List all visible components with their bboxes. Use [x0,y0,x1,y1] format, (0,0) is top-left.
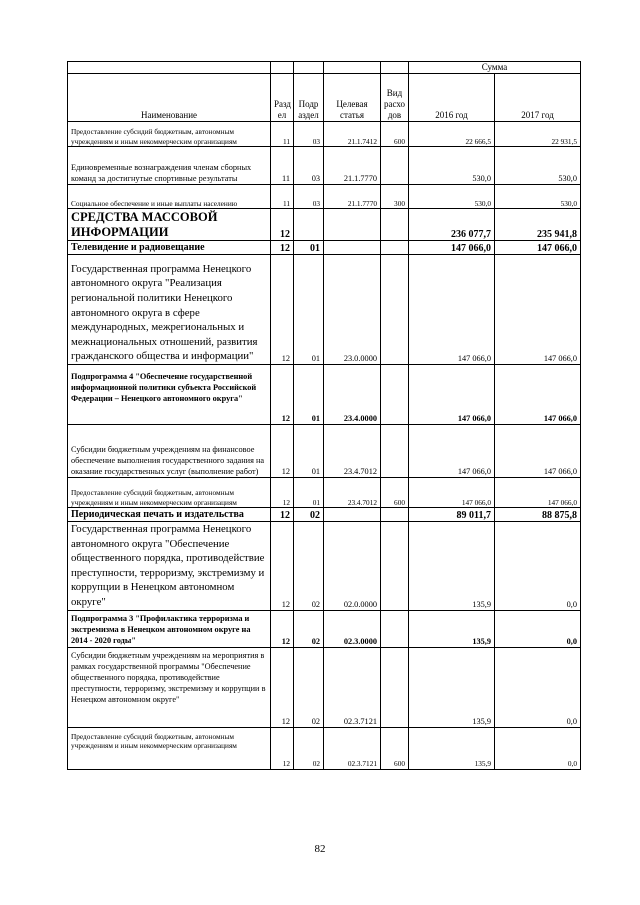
row-vid [381,610,409,647]
row-razdel: 12 [271,508,294,522]
row-2016: 147 066,0 [409,365,495,425]
row-name: Периодическая печать и издательства [68,508,271,522]
row-name: Предоставление субсидий бюджетным, автономным учреждениям и иным некоммерческим организациям [68,122,271,147]
row-vid [381,241,409,255]
row-podrazdel: 02 [294,610,324,647]
row-target: 23.0.0000 [324,255,381,365]
row-2016: 147 066,0 [409,255,495,365]
row-target: 02.0.0000 [324,522,381,611]
budget-table [67,61,581,770]
row-vid [381,522,409,611]
page-number: 82 [314,843,326,855]
row-name: СРЕДСТВА МАССОВОЙ ИНФОРМАЦИИ [68,209,271,241]
row-target: 21.1.7770 [324,185,381,209]
row-2016: 135,9 [409,727,495,769]
row-2016: 135,9 [409,522,495,611]
row-podrazdel: 02 [294,727,324,769]
row-target: 02.3.7121 [324,727,381,769]
row-target: 21.1.7770 [324,147,381,185]
row-2016: 135,9 [409,610,495,647]
row-name: Субсидии бюджетным учреждениям на финансовое обеспечение выполнения государственного задания на оказание государственных услуг (выполнение работ) [68,425,271,478]
row-vid [381,425,409,478]
row-vid [381,147,409,185]
row-target [324,209,381,241]
header-vid: Вид расхо дов [381,74,409,122]
row-vid [381,255,409,365]
header-2017: 2017 год [495,74,581,122]
table-row [68,255,581,365]
row-target: 23.4.7012 [324,425,381,478]
row-razdel: 11 [271,122,294,147]
row-razdel: 12 [271,647,294,727]
header-2016: 2016 год [409,74,495,122]
row-razdel: 12 [271,425,294,478]
header-row [68,74,581,122]
header-cell-empty [68,62,271,74]
table-row [68,610,581,647]
row-podrazdel: 02 [294,522,324,611]
table-row [68,478,581,508]
row-target: 23.4.7012 [324,478,381,508]
header-name: Наименование [68,74,271,122]
row-name: Социальное обеспечение и иные выплаты населению [68,185,271,209]
row-razdel: 12 [271,255,294,365]
row-vid [381,647,409,727]
row-podrazdel: 02 [294,508,324,522]
row-razdel: 12 [271,478,294,508]
table-row-subsection [68,508,581,522]
table-row-subsection [68,241,581,255]
row-target: 21.1.7412 [324,122,381,147]
row-target: 02.3.0000 [324,610,381,647]
row-podrazdel: 01 [294,478,324,508]
header-cell-empty [324,62,381,74]
table-row-section [68,209,581,241]
row-podrazdel: 01 [294,255,324,365]
row-name: Подпрограмма 3 "Профилактика терроризма и экстремизма в Ненецком автономном округе на 2014 - 2020 годы" [68,610,271,647]
row-podrazdel: 02 [294,647,324,727]
row-name: Предоставление субсидий бюджетным, автономным учреждениям и иным некоммерческим организациям [68,727,271,769]
row-razdel: 12 [271,610,294,647]
row-name: Предоставление субсидий бюджетным, автономным учреждениям и иным некоммерческим организациям [68,478,271,508]
row-razdel: 12 [271,365,294,425]
row-target [324,241,381,255]
row-target: 23.4.0000 [324,365,381,425]
row-target: 02.3.7121 [324,647,381,727]
row-vid [381,365,409,425]
row-name: Подпрограмма 4 "Обеспечение государственной информационной политики субъекта Российской Федерации – Ненецкого автономного округа" [68,365,271,425]
row-target [324,508,381,522]
row-razdel: 12 [271,209,294,241]
row-name: Государственная программа Ненецкого автономного округа "Обеспечение общественного порядка, противодействие преступности, терроризму, экстремизму и коррупции в Ненецком автономном округе" [68,522,271,611]
row-razdel: 12 [271,727,294,769]
row-podrazdel: 01 [294,365,324,425]
row-2017: 0,0 [495,727,581,769]
row-vid: 600 [381,122,409,147]
row-2017: 147 066,0 [495,365,581,425]
row-2016: 89 011,7 [409,508,495,522]
row-name: Единовременные вознаграждения членам сборных команд за достигнутые спортивные результаты [68,147,271,185]
table-row [68,365,581,425]
row-razdel: 12 [271,241,294,255]
row-2016: 22 666,5 [409,122,495,147]
row-2016: 147 066,0 [409,241,495,255]
row-2017: 530,0 [495,185,581,209]
header-razdel: Разд ел [271,74,294,122]
row-razdel: 11 [271,185,294,209]
header-podrazdel: Подр аздел [294,74,324,122]
row-2016: 530,0 [409,185,495,209]
row-podrazdel: 03 [294,147,324,185]
header-cell-empty [271,62,294,74]
table-row [68,647,581,727]
row-vid [381,508,409,522]
table-row [68,122,581,147]
header-cell-empty [294,62,324,74]
table-row [68,147,581,185]
row-name: Государственная программа Ненецкого автономного округа "Реализация региональной политики Ненецкого автономного округа в сфере международных, межрегиональных и межнациональных отношений, развития гражданского общества и информации" [68,255,271,365]
row-2016: 147 066,0 [409,478,495,508]
header-row-top [68,62,581,74]
row-2016: 135,9 [409,647,495,727]
row-2017: 147 066,0 [495,425,581,478]
header-sum: Сумма [409,62,581,74]
row-2017: 0,0 [495,522,581,611]
row-2016: 530,0 [409,147,495,185]
row-razdel: 11 [271,147,294,185]
table-row [68,425,581,478]
row-2017: 147 066,0 [495,478,581,508]
row-vid [381,209,409,241]
row-2017: 147 066,0 [495,255,581,365]
header-cell-empty [381,62,409,74]
table-row [68,727,581,769]
row-2016: 236 077,7 [409,209,495,241]
row-vid: 600 [381,727,409,769]
row-2017: 0,0 [495,647,581,727]
row-podrazdel [294,209,324,241]
table-row [68,522,581,611]
row-podrazdel: 03 [294,185,324,209]
row-name: Телевидение и радиовещание [68,241,271,255]
row-podrazdel: 01 [294,241,324,255]
table-row [68,185,581,209]
row-2017: 22 931,5 [495,122,581,147]
row-name: Субсидии бюджетным учреждениям на мероприятия в рамках государственной программы "Обеспечение общественного порядка, противодействие преступности, терроризму, экстремизму и коррупции в Ненецком автономном округе" [68,647,271,727]
row-podrazdel: 03 [294,122,324,147]
row-podrazdel: 01 [294,425,324,478]
row-2017: 530,0 [495,147,581,185]
row-2016: 147 066,0 [409,425,495,478]
row-2017: 235 941,8 [495,209,581,241]
row-2017: 0,0 [495,610,581,647]
row-vid: 300 [381,185,409,209]
row-2017: 88 875,8 [495,508,581,522]
row-razdel: 12 [271,522,294,611]
row-2017: 147 066,0 [495,241,581,255]
row-vid: 600 [381,478,409,508]
header-target: Целевая статья [324,74,381,122]
